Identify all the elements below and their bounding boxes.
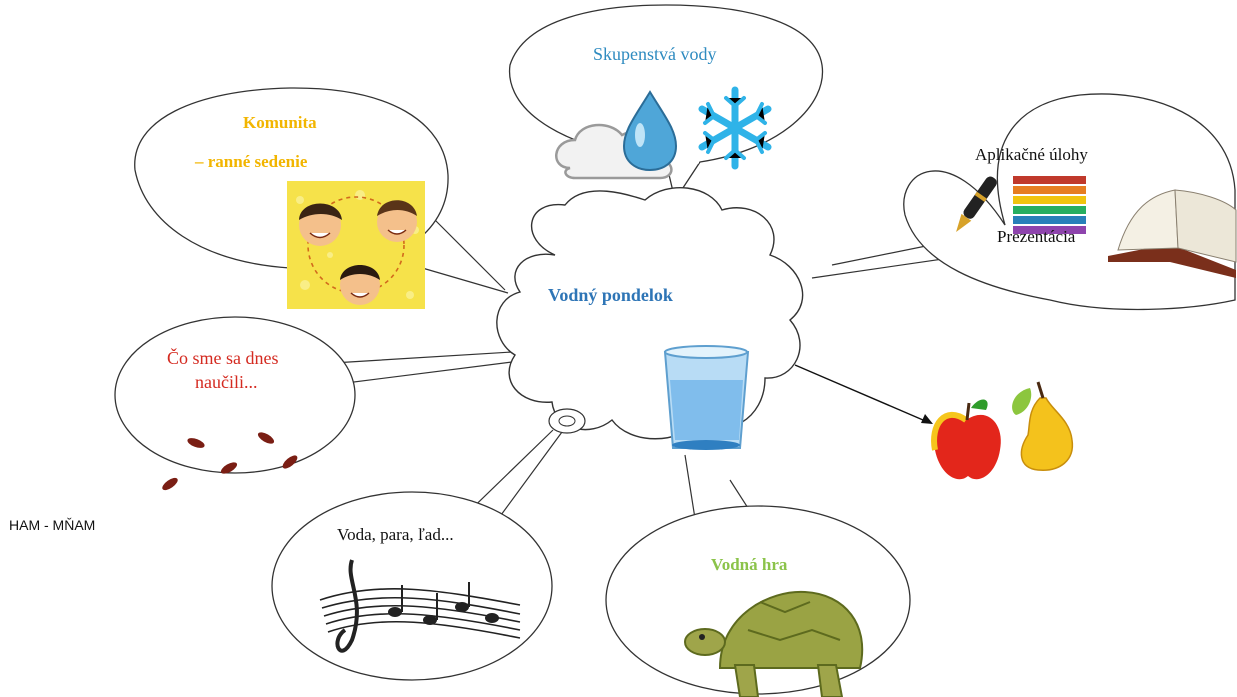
aplikacne-title: Aplikačné úlohy: [975, 145, 1088, 164]
fruit-arrow: [795, 365, 930, 423]
komunita-subtitle: – ranné sedenie: [195, 152, 308, 171]
komunita-title: Komunita: [243, 113, 317, 132]
voda-bubble: [272, 492, 552, 680]
co-sme-subtitle: naučili...: [195, 372, 258, 392]
center-title-text: Vodný pondelok: [548, 285, 673, 305]
co-sme-title: Čo sme sa dnes: [167, 348, 279, 368]
center-cloud: [497, 188, 803, 439]
center-title: [548, 285, 673, 306]
ham-mnam-label: HAM - MŇAM: [9, 517, 96, 533]
prezentacia-label: Prezentácia: [997, 227, 1076, 246]
apple-icon: [934, 400, 1001, 480]
arrow-head: [921, 414, 933, 424]
hra-title: Vodná hra: [711, 555, 788, 574]
faces-icon: [287, 181, 425, 309]
co-sme-bubble: [115, 317, 355, 473]
pear-icon: [1012, 382, 1072, 470]
skupenstva-title: Skupenstvá vody: [593, 44, 717, 64]
glass-icon: [665, 346, 748, 450]
voda-title: Voda, para, ľad...: [337, 525, 454, 544]
